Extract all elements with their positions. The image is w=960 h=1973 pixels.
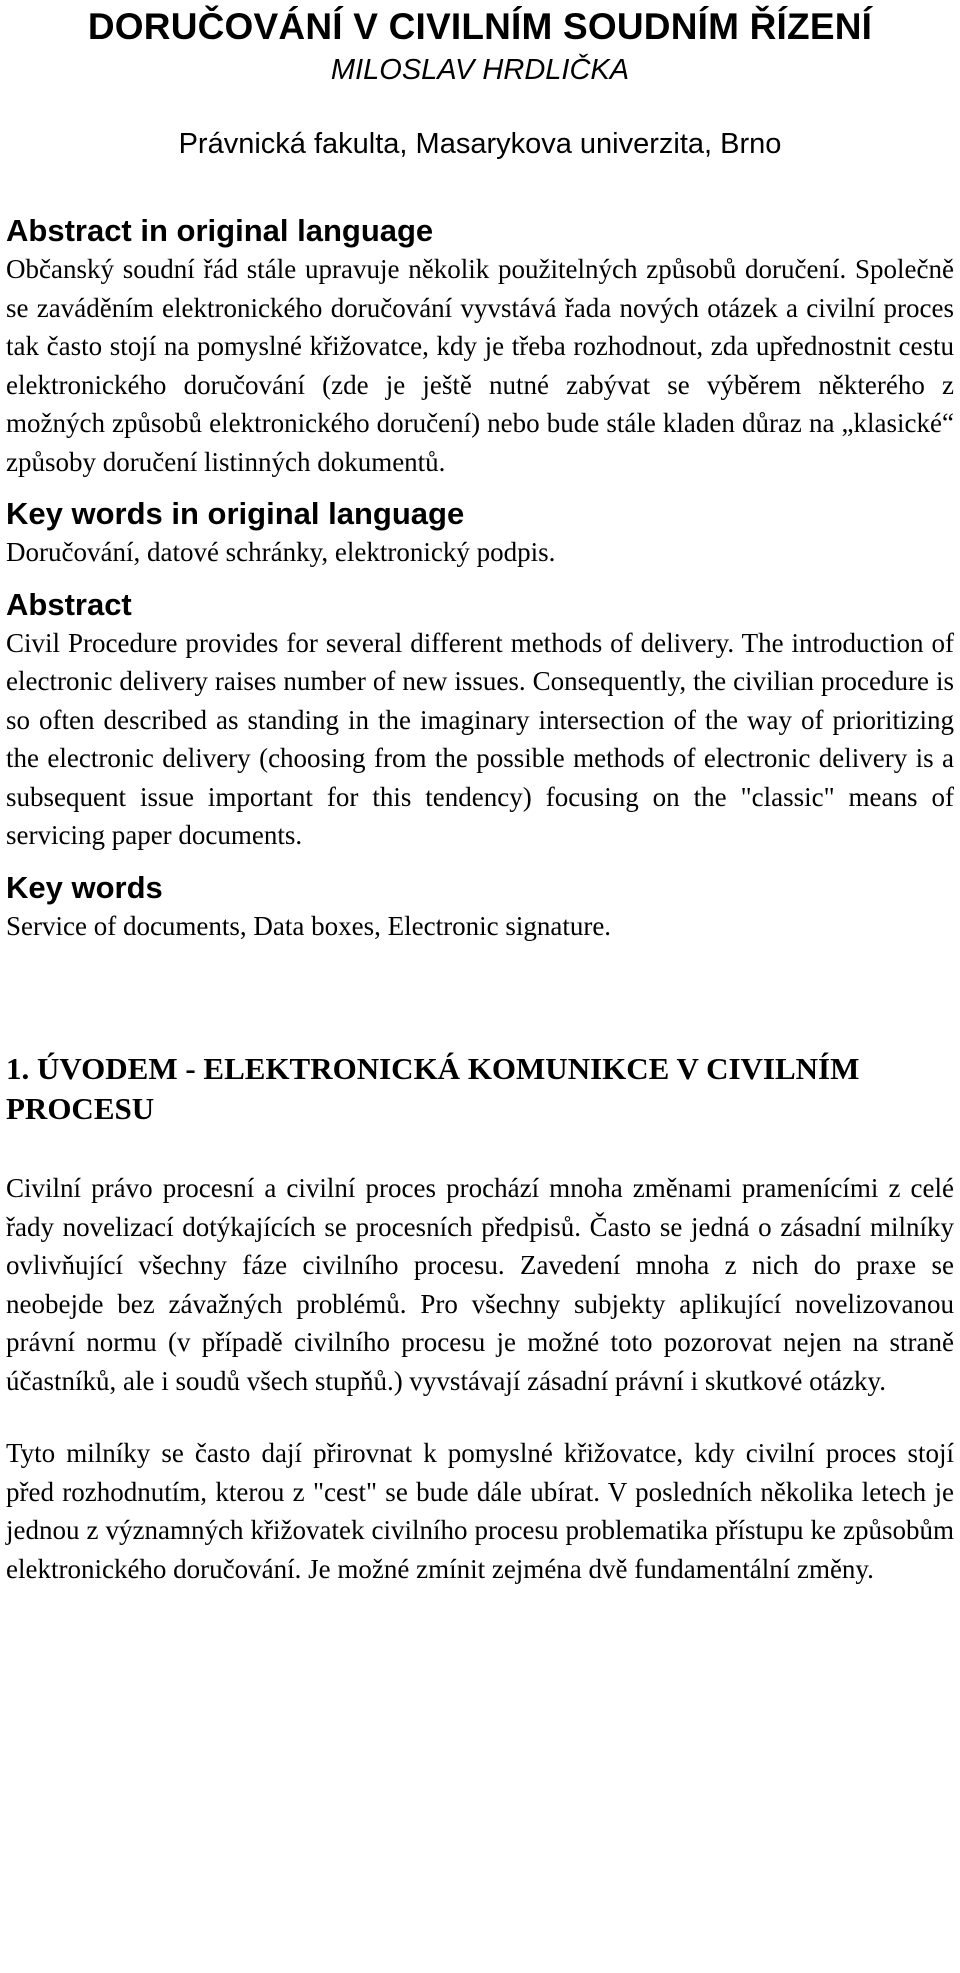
keywords-english-text: Service of documents, Data boxes, Electronic signature.: [6, 910, 612, 941]
chapter-paragraph-1: Civilní právo procesní a civilní proces prochází mnoha změnami pramenícími z celé řady novelizací dotýkajících se procesních předpisů. Často se jedná o zásadní milníky ovlivňující všechny fáze civilního procesu. Zavedení mnoha z nich do praxe se neobejde bez závažných problémů. Pro všechny subjekty aplikující novelizovanou právní normu (v případě civilního procesu je možné toto pozorovat nejen na straně účastníků, ale i soudů všech stupňů.) vyvstávají zásadní právní i skutkové otázky.: [6, 1173, 954, 1396]
keywords-english-heading: Key words: [6, 869, 163, 905]
keywords-original-text: Doručování, datové schránky, elektronický podpis.: [6, 537, 556, 567]
author-name: MILOSLAV HRDLIČKA: [330, 54, 630, 86]
chapter-paragraph-2: Tyto milníky se často dají přirovnat k pomyslné křižovatce, kdy civilní proces stojí před rozhodnutím, kterou z "cest" se bude dále ubírat. V posledních několika letech je jednou z významných křižovatek civilního procesu problematika přístupu ke způsobům elektronického doručování. Je možné zmínit zejména dvě fundamentální změny.: [6, 1438, 954, 1584]
abstract-english-heading: Abstract: [6, 586, 132, 622]
abstract-english-text: Civil Procedure provides for several different methods of delivery. The introduction of electronic delivery raises number of new issues. Consequently, the civilian procedure is so often described as standing in the imaginary intersection of the way of prioritizing the electronic delivery (choosing from the possible methods of electronic delivery is a subsequent issue important for this tendency) focusing on the "classic" means of servicing paper documents.: [6, 627, 954, 850]
paper-title: DORUČOVÁNÍ V CIVILNÍM SOUDNÍM ŘÍZENÍ: [87, 6, 873, 47]
abstract-original-text: Občanský soudní řád stále upravuje několik použitelných způsobů doručení. Společně se zaváděním elektronického doručování vyvstává řada nových otázek a civilní proces tak často stojí na pomyslné křižovatce, kdy je třeba rozhodnout, zda upřednostnit cestu elektronického doručování (zde je ještě nutné zabývat se výběrem některého z možných způsobů elektronického doručení) nebo bude stále kladen důraz na „klasické“ způsoby doručení listinných dokumentů.: [6, 254, 954, 477]
author-affiliation: Právnická fakulta, Masarykova univerzita, Brno: [178, 128, 782, 160]
keywords-original-heading: Key words in original language: [6, 496, 465, 531]
abstract-original-heading: Abstract in original language: [6, 213, 434, 248]
chapter-heading: 1. ÚVODEM - ELEKTRONICKÁ KOMUNIKCE V CIVILNÍM PROCESU: [6, 1051, 860, 1126]
